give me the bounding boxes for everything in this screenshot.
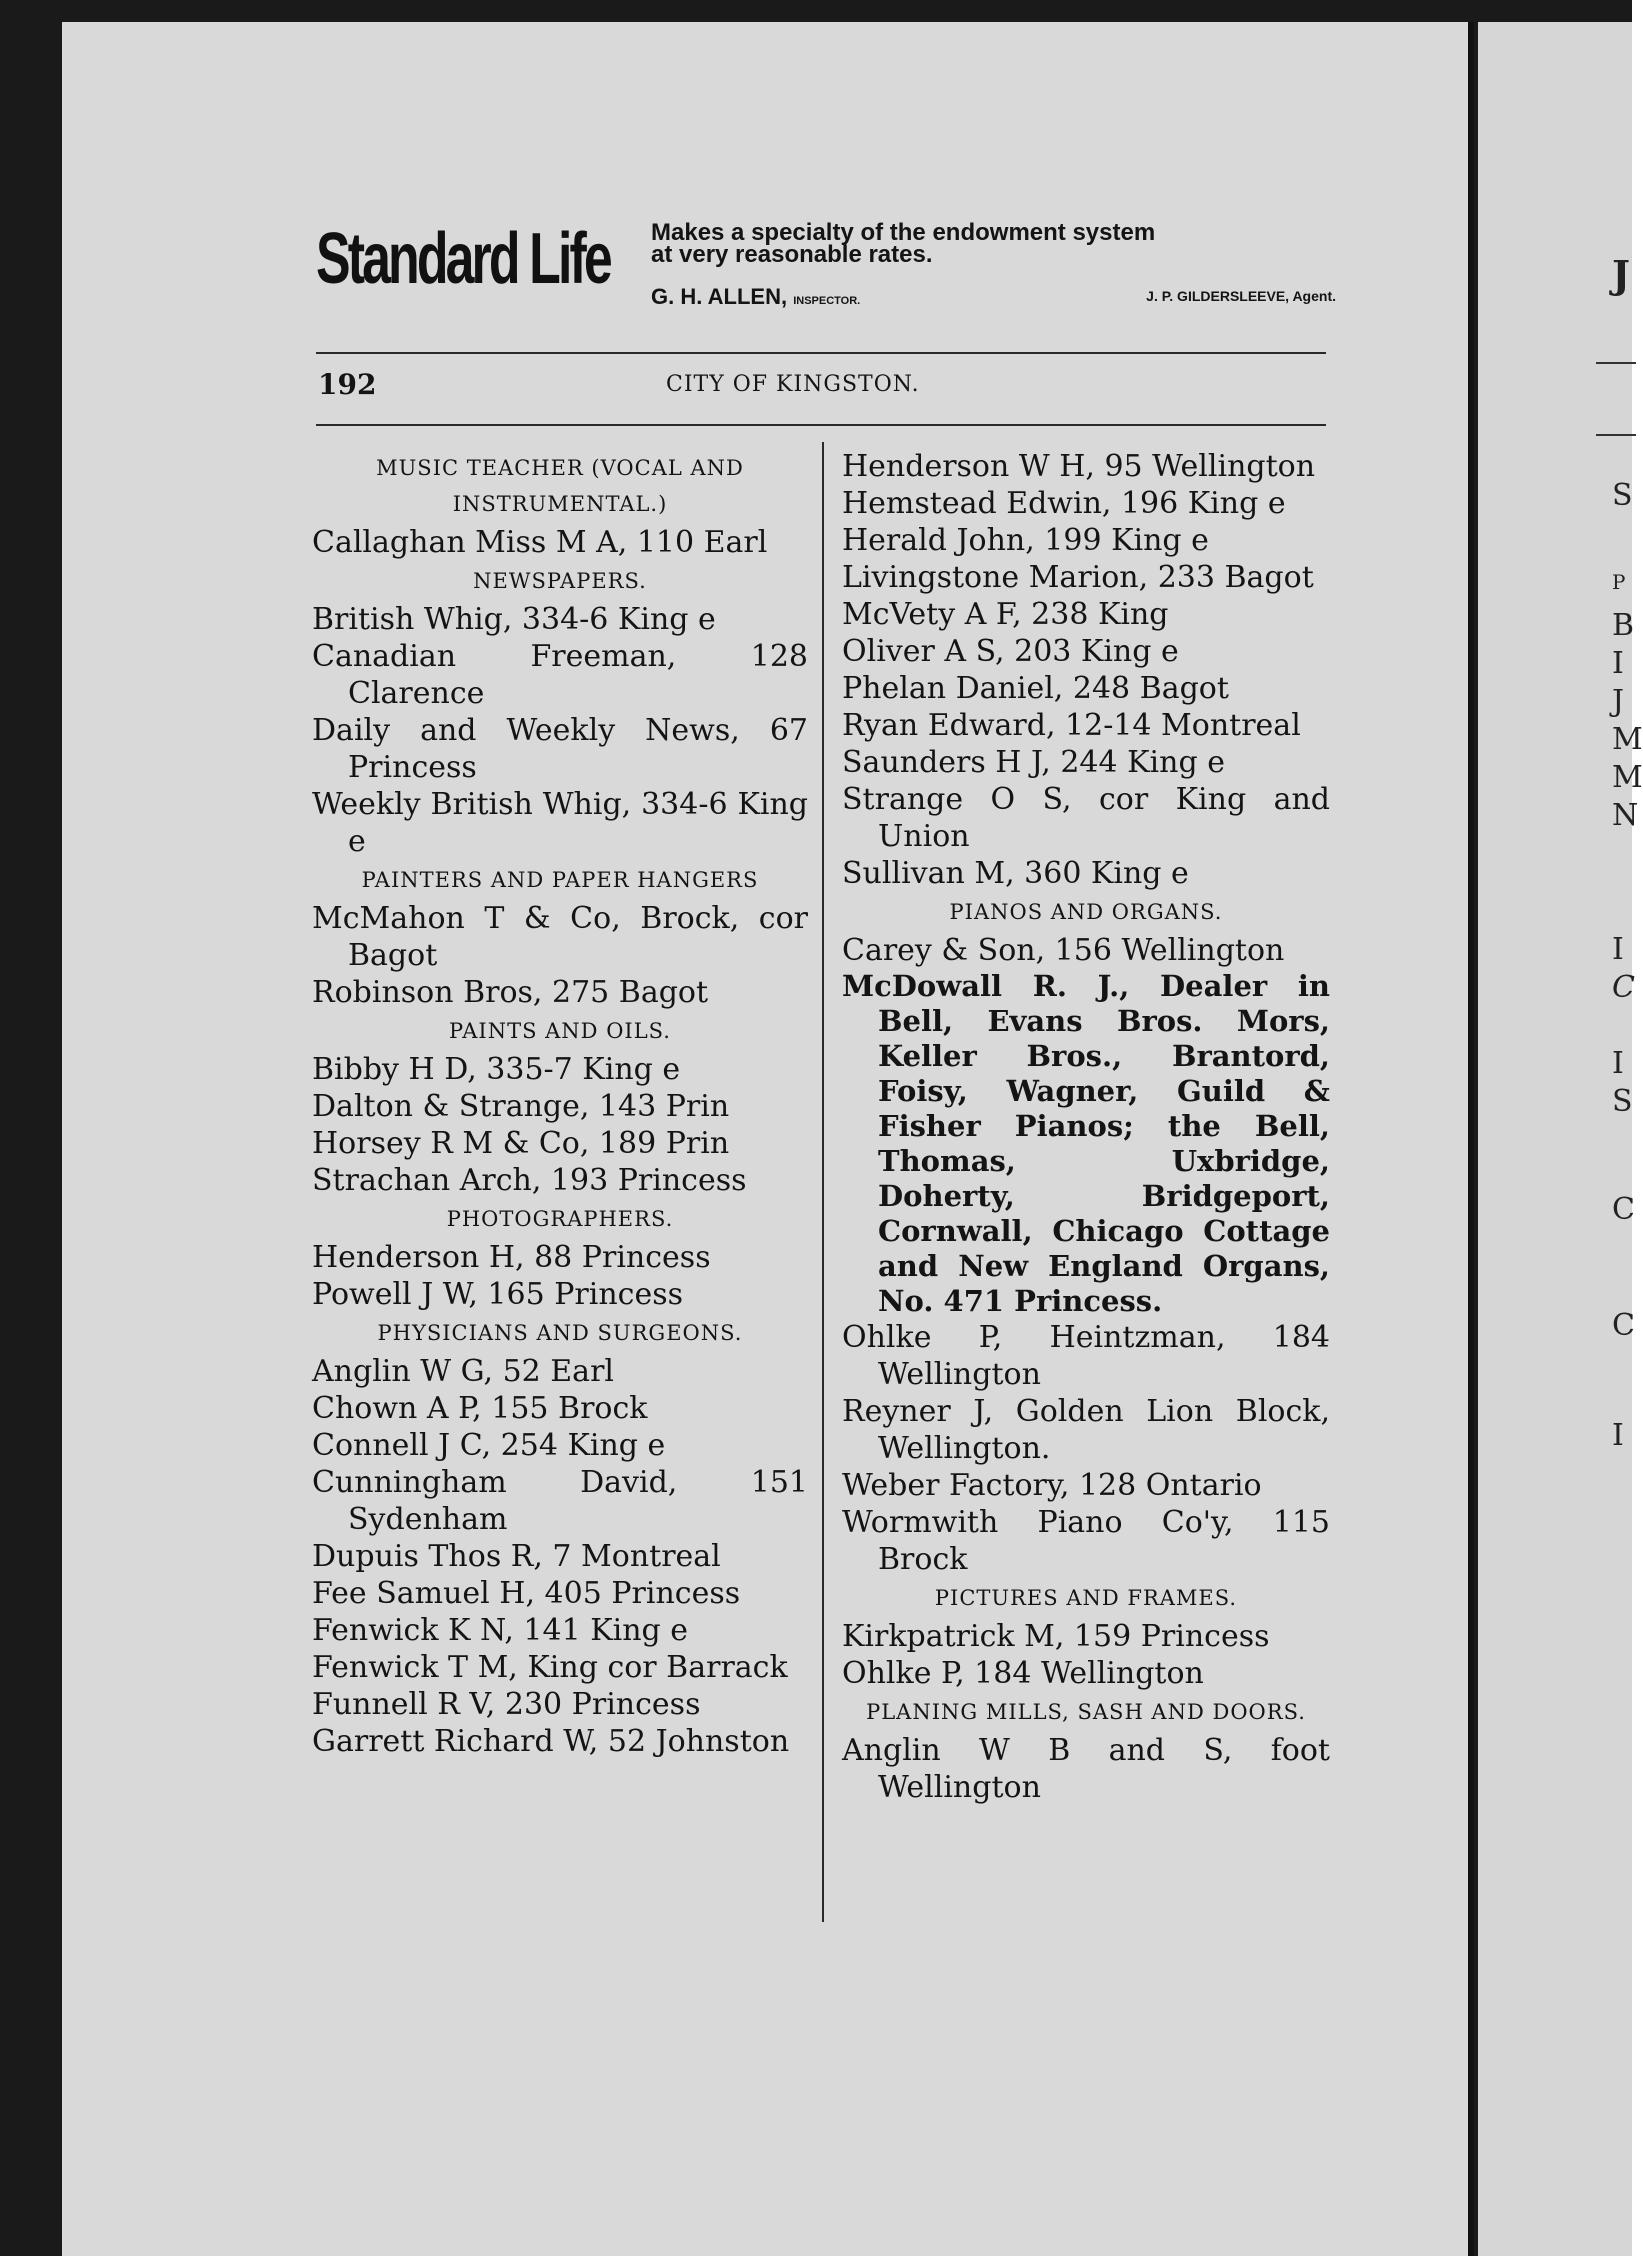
page-number: 192 bbox=[318, 368, 377, 401]
adjacent-page-letter: J bbox=[1612, 684, 1625, 719]
directory-entry: Weber Factory, 128 Ontario bbox=[842, 1468, 1262, 1503]
directory-entry: Wormwith Piano Co'y, 115 Brock bbox=[842, 1505, 1330, 1577]
section-heading: PICTURES AND FRAMES. bbox=[934, 1586, 1238, 1610]
adjacent-page-letter: I bbox=[1612, 932, 1624, 967]
directory-entry: Ryan Edward, 12-14 Montreal bbox=[842, 708, 1301, 743]
directory-entry: Ohlke P, Heintzman, 184 Wellington bbox=[842, 1320, 1330, 1392]
directory-entry: Connell J C, 254 King e bbox=[312, 1428, 666, 1463]
adjacent-page-letter: C bbox=[1612, 970, 1635, 1005]
ad-inspector bbox=[651, 284, 860, 310]
directory-entry: Reyner J, Golden Lion Block, Wellington. bbox=[842, 1394, 1330, 1466]
directory-entry: Chown A P, 155 Brock bbox=[312, 1391, 648, 1426]
directory-entry: Cunningham David, 151 Sydenham bbox=[312, 1465, 808, 1537]
directory-entry: Fenwick K N, 141 King e bbox=[312, 1613, 689, 1648]
adjacent-page-letter: S bbox=[1612, 478, 1633, 513]
ad-tagline bbox=[651, 219, 1156, 268]
directory-entry: Canadian Freeman, 128 Clarence bbox=[312, 639, 808, 711]
ad-inspector-name: G. H. ALLEN, bbox=[651, 284, 788, 309]
adjacent-page-letter: C bbox=[1612, 1308, 1635, 1343]
ad-tagline-line-2: at very reasonable rates. bbox=[651, 241, 933, 268]
section-heading: PLANING MILLS, SASH AND DOORS. bbox=[866, 1700, 1306, 1724]
column-divider bbox=[822, 442, 824, 1922]
directory-entry: Sullivan M, 360 King e bbox=[842, 856, 1189, 891]
ad-agent: J. P. GILDERSLEEVE, Agent. bbox=[1146, 288, 1336, 304]
section-heading: PHYSICIANS AND SURGEONS. bbox=[377, 1321, 743, 1345]
directory-entry: Livingstone Marion, 233 Bagot bbox=[842, 560, 1314, 595]
directory-entry: Phelan Daniel, 248 Bagot bbox=[842, 671, 1229, 706]
adjacent-page-rule bbox=[1596, 434, 1636, 436]
section-heading: PAINTS AND OILS. bbox=[449, 1019, 671, 1043]
section-heading: PAINTERS AND PAPER HANGERS bbox=[361, 868, 759, 892]
directory-entry: McMahon T & Co, Brock, cor Bagot bbox=[312, 901, 808, 973]
directory-entry-featured: McDowall R. J., Dealer in Bell, Evans Bros. Mors, Keller Bros., Brantord, Foisy, Wagner, Guild & Fisher Pianos; the Bell, Thomas, Uxbridge, Doherty, Bridgeport, Cornwall, Chicago Cottage and New England Organs, No. 471 Princess. bbox=[842, 969, 1330, 1318]
directory-entry: Powell J W, 165 Princess bbox=[312, 1277, 684, 1312]
directory-entry: Oliver A S, 203 King e bbox=[842, 634, 1179, 669]
adjacent-page-letter: I bbox=[1612, 1418, 1624, 1453]
section-heading: NEWSPAPERS. bbox=[473, 569, 647, 593]
adjacent-page-edge bbox=[1478, 22, 1643, 2256]
directory-entry: Bibby H D, 335-7 King e bbox=[312, 1052, 681, 1087]
right-column bbox=[842, 448, 1330, 1806]
section-heading: PHOTOGRAPHERS. bbox=[446, 1207, 674, 1231]
directory-entry: Callaghan Miss M A, 110 Earl bbox=[312, 525, 768, 560]
directory-entry: Saunders H J, 244 King e bbox=[842, 745, 1225, 780]
adjacent-page-letter: M bbox=[1612, 760, 1643, 795]
directory-entry: Weekly British Whig, 334-6 King e bbox=[312, 787, 808, 859]
adjacent-page-letter: I bbox=[1612, 1046, 1624, 1081]
directory-entry: Funnell R V, 230 Princess bbox=[312, 1687, 701, 1722]
directory-entry: Henderson H, 88 Princess bbox=[312, 1240, 711, 1275]
directory-entry: Carey & Son, 156 Wellington bbox=[842, 933, 1285, 968]
adjacent-page-letter: S bbox=[1612, 1084, 1633, 1119]
directory-entry: Herald John, 199 King e bbox=[842, 523, 1209, 558]
adjacent-page-letter: I bbox=[1612, 646, 1624, 681]
advertisement-banner bbox=[316, 210, 1336, 330]
adjacent-page-rule bbox=[1596, 362, 1636, 364]
directory-entry: Dupuis Thos R, 7 Montreal bbox=[312, 1539, 721, 1574]
section-heading: PIANOS AND ORGANS. bbox=[949, 900, 1223, 924]
directory-entry: Strachan Arch, 193 Princess bbox=[312, 1163, 747, 1198]
adjacent-page-letter: J bbox=[1612, 252, 1630, 297]
adjacent-page-letter: P bbox=[1612, 570, 1626, 594]
directory-entry: Kirkpatrick M, 159 Princess bbox=[842, 1619, 1270, 1654]
directory-entry: Anglin W B and S, foot Wellington bbox=[842, 1733, 1330, 1805]
directory-entry: Garrett Richard W, 52 Johnston bbox=[312, 1724, 790, 1759]
adjacent-page-letter: B bbox=[1612, 608, 1635, 643]
directory-entry: Hemstead Edwin, 196 King e bbox=[842, 486, 1286, 521]
directory-entry: Henderson W H, 95 Wellington bbox=[842, 449, 1316, 484]
directory-entry: Dalton & Strange, 143 Prin bbox=[312, 1089, 730, 1124]
directory-entry: Strange O S, cor King and Union bbox=[842, 782, 1330, 854]
section-heading: MUSIC TEACHER (VOCAL AND INSTRUMENTAL.) bbox=[376, 456, 744, 516]
adjacent-page-letter: C bbox=[1612, 1192, 1635, 1227]
page-title: CITY OF KINGSTON. bbox=[666, 372, 920, 397]
directory-entry: Daily and Weekly News, 67 Princess bbox=[312, 713, 808, 785]
directory-entry: McVety A F, 238 King bbox=[842, 597, 1169, 632]
ad-brand-name: Standard Life bbox=[316, 219, 610, 299]
ad-inspector-title: INSPECTOR. bbox=[793, 295, 861, 307]
directory-entry: Fee Samuel H, 405 Princess bbox=[312, 1576, 741, 1611]
header-rule-top bbox=[316, 352, 1326, 354]
directory-entry: Horsey R M & Co, 189 Prin bbox=[312, 1126, 730, 1161]
left-column bbox=[312, 448, 808, 1760]
book-gutter bbox=[1468, 22, 1474, 2256]
adjacent-page-letter: N bbox=[1612, 798, 1639, 833]
directory-entry: British Whig, 334-6 King e bbox=[312, 602, 716, 637]
header-rule-bottom bbox=[316, 424, 1326, 426]
directory-entry: Fenwick T M, King cor Barrack bbox=[312, 1650, 788, 1685]
ad-tagline-line-1: Makes a specialty of the endowment system bbox=[651, 219, 1156, 246]
directory-entry: Robinson Bros, 275 Bagot bbox=[312, 975, 709, 1010]
directory-entry: Anglin W G, 52 Earl bbox=[312, 1354, 615, 1389]
directory-entry: Ohlke P, 184 Wellington bbox=[842, 1656, 1204, 1691]
adjacent-page-letter: M bbox=[1612, 722, 1643, 757]
